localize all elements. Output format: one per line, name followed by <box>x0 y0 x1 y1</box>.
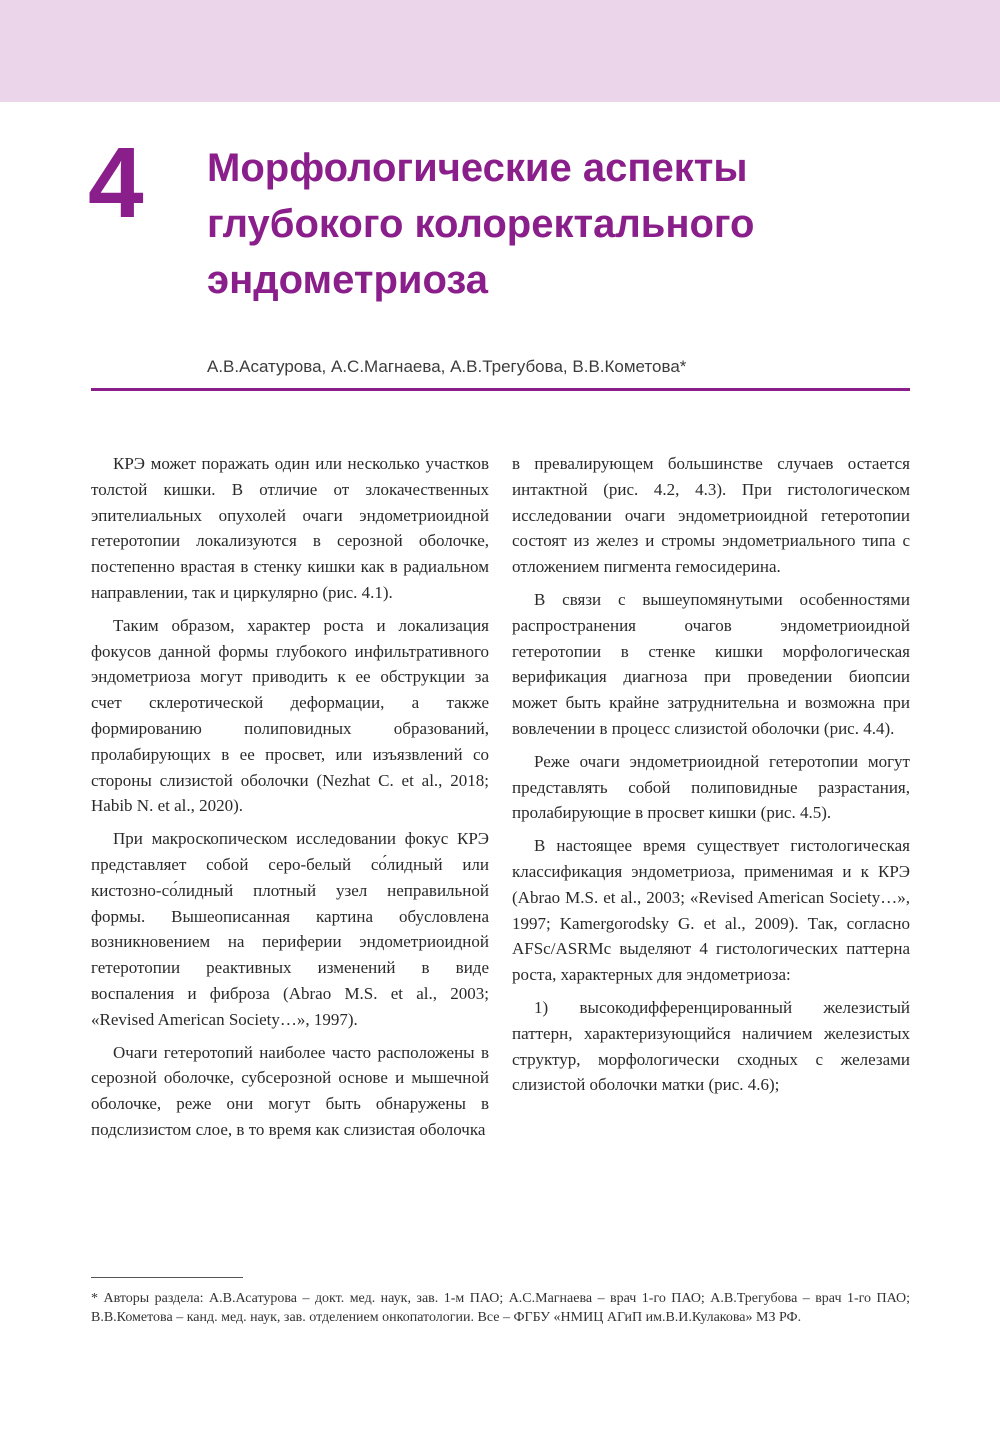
paragraph: 1) высокодифференцированный железистый паттерн, характеризующийся наличием железистых структур, морфологически сходных с железами слизистой оболочки матки (рис. 4.6); <box>512 997 910 1095</box>
right-column <box>512 451 910 1105</box>
chapter-number: 4 <box>88 127 144 239</box>
chapter-authors: А.В.Асатурова, А.С.Магнаева, А.В.Трегубова, В.В.Кометова* <box>207 357 687 376</box>
paragraph: Очаги гетеротопий наиболее часто расположены в серозной оболочке, субсерозной основе и мышечной оболочке, реже они могут быть обнаружены в подслизистом слое, в то время как слизистая оболочка <box>91 1042 489 1139</box>
left-column <box>91 451 489 1150</box>
footnote: * Авторы раздела: А.В.Асатурова – докт. мед. наук, зав. 1-м ПАО; А.С.Магнаева – врач 1-го ПАО; А.В.Трегубова – врач 1-го ПАО; В.В.Кометова – канд. мед. наук, зав. отделением онкопатологии. Все – ФГБУ «НМИЦ АГиП им.В.И.Кулакова» МЗ РФ. <box>91 1291 910 1325</box>
paragraph: При макроскопическом исследовании фокус КРЭ представляет собой серо-белый со́лидный или кистозно-со́лидный плотный узел неправильной формы. Вышеописанная картина обусловлена возникновением на периферии эндометриоидной гетеротопии реактивных изменений в виде воспаления и фиброза (Abrao M.S. et al., 2003; «Revised American Society…», 1997). <box>91 829 489 1029</box>
paragraph: В связи с вышеупомянутыми особенностями распространения очагов эндометриоидной гетеротопии в стенке кишки морфологическая верификация диагноза при проведении биопсии может быть крайне затруднительна и возможна при вовлечении в процесс слизистой оболочки (рис. 4.4). <box>512 589 910 738</box>
paragraph: В настоящее время существует гистологическая классификация эндометриоза, применимая и к КРЭ (Abrao M.S. et al., 2003; «Revised American Society…», 1997; Kamergorodsky G. et al., 2009). Так, согласно AFSc/ASRMc выделяют 4 гистологических паттерна роста, характерных для эндометриоза: <box>512 836 910 985</box>
paragraph: Реже очаги эндометриоидной гетеротопии могут представлять собой полиповидные разрастания, пролабирующие в просвет кишки (рис. 4.5). <box>512 751 910 823</box>
body-columns <box>91 451 910 1251</box>
header-band <box>0 0 1000 102</box>
title-divider <box>91 388 910 391</box>
paragraph: Таким образом, характер роста и локализация фокусов данной формы глубокого инфильтративного эндометриоза могут приводить к ее обструкции за счет склеротической деформации, а также формированию полиповидных образований, пролабирующих в ее просвет, или изъязвлений со стороны слизистой оболочки (Nezhat C. et al., 2018; Habib N. et al., 2020). <box>91 615 489 816</box>
paragraph-continuation: в превалирующем большинстве случаев остается интактной (рис. 4.2, 4.3). При гистологическом исследовании очаги эндометриоидной гетеротопии состоят из желез и стромы эндометриального типа с отложением пигмента гемосидерина. <box>512 454 910 577</box>
footnote-divider <box>91 1277 243 1278</box>
chapter-title: Морфологические аспекты глубокого колоректального эндометриоза <box>207 146 755 302</box>
paragraph: КРЭ может поражать один или несколько участков толстой кишки. В отличие от злокачественных эпителиальных опухолей очаги эндометриоидной гетеротопии локализуются в серозной оболочке, постепенно врастая в стенку кишки как в радиальном направлении, так и циркулярно (рис. 4.1). <box>91 454 489 602</box>
